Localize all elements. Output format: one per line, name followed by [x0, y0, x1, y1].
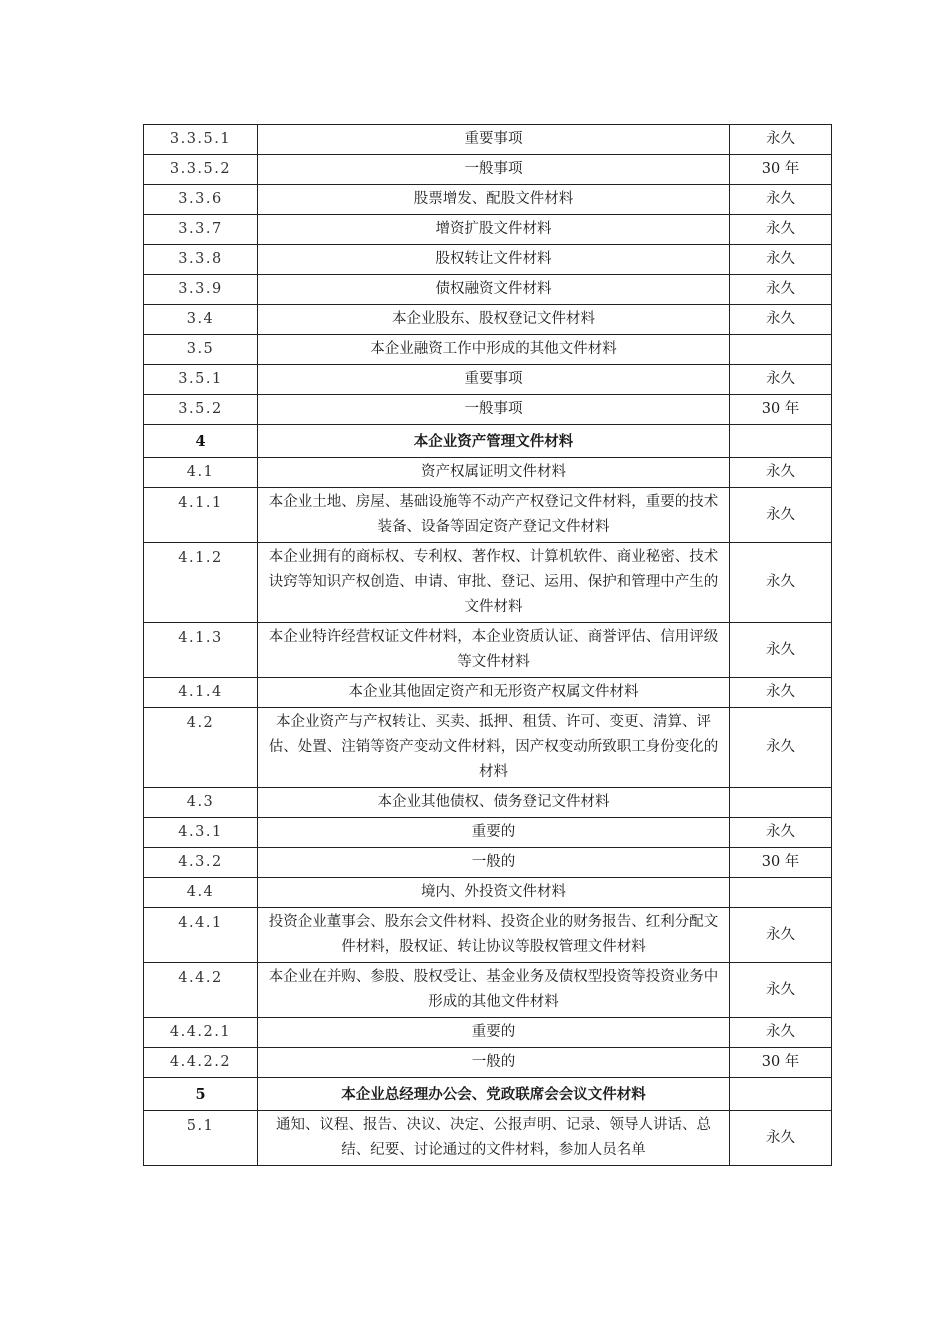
retention-period: 30 年: [730, 1048, 832, 1078]
retention-period: 永久: [730, 185, 832, 215]
item-description: 重要事项: [258, 125, 730, 155]
table-row: [144, 155, 832, 185]
item-code: 4.4.2.2: [144, 1048, 258, 1078]
item-description: 一般事项: [258, 155, 730, 185]
retention-period: 永久: [730, 708, 832, 788]
table-row: [144, 305, 832, 335]
item-code: 3.3.7: [144, 215, 258, 245]
item-code: 3.5.1: [144, 365, 258, 395]
retention-schedule-table: [143, 124, 832, 1166]
retention-period: 永久: [730, 1111, 832, 1166]
item-description: 债权融资文件材料: [258, 275, 730, 305]
item-code: 4.4.2: [144, 963, 258, 1018]
table-row: [144, 818, 832, 848]
table-row: [144, 488, 832, 543]
retention-period: 永久: [730, 215, 832, 245]
table-row: [144, 1018, 832, 1048]
item-description: 一般事项: [258, 395, 730, 425]
section-row: [144, 425, 832, 458]
item-code: 4: [144, 425, 258, 458]
table-row: [144, 395, 832, 425]
retention-period: 永久: [730, 245, 832, 275]
item-code: 4.1.4: [144, 678, 258, 708]
item-description: 重要的: [258, 818, 730, 848]
item-code: 4.4.1: [144, 908, 258, 963]
retention-period: 30 年: [730, 395, 832, 425]
item-code: 4.1: [144, 458, 258, 488]
table-row: [144, 908, 832, 963]
table-row: [144, 678, 832, 708]
retention-period: 永久: [730, 125, 832, 155]
item-code: 4.4: [144, 878, 258, 908]
item-code: 4.1.2: [144, 543, 258, 623]
item-description: 投资企业董事会、股东会文件材料、投资企业的财务报告、红利分配文件材料，股权证、转让协议等股权管理文件材料: [258, 908, 730, 963]
retention-period: 永久: [730, 365, 832, 395]
item-code: 5: [144, 1078, 258, 1111]
retention-period: [730, 788, 832, 818]
item-code: 4.1.1: [144, 488, 258, 543]
retention-period: 30 年: [730, 848, 832, 878]
table-row: [144, 365, 832, 395]
retention-period: 永久: [730, 963, 832, 1018]
table-row: [144, 708, 832, 788]
table-row: [144, 848, 832, 878]
item-description: 本企业总经理办公会、党政联席会会议文件材料: [258, 1078, 730, 1111]
item-code: 4.3.1: [144, 818, 258, 848]
item-code: 4.1.3: [144, 623, 258, 678]
table-row: [144, 1048, 832, 1078]
retention-period: 永久: [730, 458, 832, 488]
item-code: 3.3.9: [144, 275, 258, 305]
item-code: 3.3.8: [144, 245, 258, 275]
item-description: 本企业资产管理文件材料: [258, 425, 730, 458]
table-row: [144, 245, 832, 275]
item-description: 一般的: [258, 848, 730, 878]
item-description: 增资扩股文件材料: [258, 215, 730, 245]
table-row: [144, 185, 832, 215]
item-code: 3.5.2: [144, 395, 258, 425]
item-code: 3.4: [144, 305, 258, 335]
item-description: 本企业特许经营权证文件材料，本企业资质认证、商誉评估、信用评级等文件材料: [258, 623, 730, 678]
retention-period: 永久: [730, 1018, 832, 1048]
retention-period: [730, 1078, 832, 1111]
table-row: [144, 543, 832, 623]
item-code: 3.3.5.2: [144, 155, 258, 185]
item-code: 4.2: [144, 708, 258, 788]
item-description: 本企业土地、房屋、基础设施等不动产产权登记文件材料，重要的技术装备、设备等固定资产登记文件材料: [258, 488, 730, 543]
retention-period: 永久: [730, 623, 832, 678]
retention-period: [730, 425, 832, 458]
item-description: 资产权属证明文件材料: [258, 458, 730, 488]
retention-period: 永久: [730, 908, 832, 963]
table-row: [144, 623, 832, 678]
retention-period: 永久: [730, 543, 832, 623]
item-description: 股票增发、配股文件材料: [258, 185, 730, 215]
item-description: 本企业在并购、参股、股权受让、基金业务及债权型投资等投资业务中形成的其他文件材料: [258, 963, 730, 1018]
table-row: [144, 458, 832, 488]
retention-period: 永久: [730, 305, 832, 335]
item-description: 本企业拥有的商标权、专利权、著作权、计算机软件、商业秘密、技术诀窍等知识产权创造、申请、审批、登记、运用、保护和管理中产生的文件材料: [258, 543, 730, 623]
item-code: 4.3.2: [144, 848, 258, 878]
item-description: 一般的: [258, 1048, 730, 1078]
item-code: 3.3.6: [144, 185, 258, 215]
table-row: [144, 335, 832, 365]
item-description: 股权转让文件材料: [258, 245, 730, 275]
retention-period: 永久: [730, 818, 832, 848]
item-description: 重要事项: [258, 365, 730, 395]
table-row: [144, 788, 832, 818]
retention-period: [730, 335, 832, 365]
item-code: 4.3: [144, 788, 258, 818]
table-row: [144, 125, 832, 155]
section-row: [144, 1078, 832, 1111]
item-code: 3.3.5.1: [144, 125, 258, 155]
item-description: 通知、议程、报告、决议、决定、公报声明、记录、领导人讲话、总结、纪要、讨论通过的文件材料，参加人员名单: [258, 1111, 730, 1166]
item-description: 本企业其他固定资产和无形资产权属文件材料: [258, 678, 730, 708]
item-code: 4.4.2.1: [144, 1018, 258, 1048]
item-description: 本企业其他债权、债务登记文件材料: [258, 788, 730, 818]
retention-period: 永久: [730, 488, 832, 543]
item-description: 境内、外投资文件材料: [258, 878, 730, 908]
item-code: 3.5: [144, 335, 258, 365]
retention-period: [730, 878, 832, 908]
table-row: [144, 275, 832, 305]
item-description: 本企业股东、股权登记文件材料: [258, 305, 730, 335]
item-description: 本企业资产与产权转让、买卖、抵押、租赁、许可、变更、清算、评估、处置、注销等资产变动文件材料，因产权变动所致职工身份变化的材料: [258, 708, 730, 788]
table-row: [144, 215, 832, 245]
item-code: 5.1: [144, 1111, 258, 1166]
table-body: [144, 125, 832, 1166]
item-description: 本企业融资工作中形成的其他文件材料: [258, 335, 730, 365]
table-row: [144, 1111, 832, 1166]
retention-period: 永久: [730, 275, 832, 305]
retention-period: 永久: [730, 678, 832, 708]
table-row: [144, 878, 832, 908]
retention-period: 30 年: [730, 155, 832, 185]
item-description: 重要的: [258, 1018, 730, 1048]
table-row: [144, 963, 832, 1018]
